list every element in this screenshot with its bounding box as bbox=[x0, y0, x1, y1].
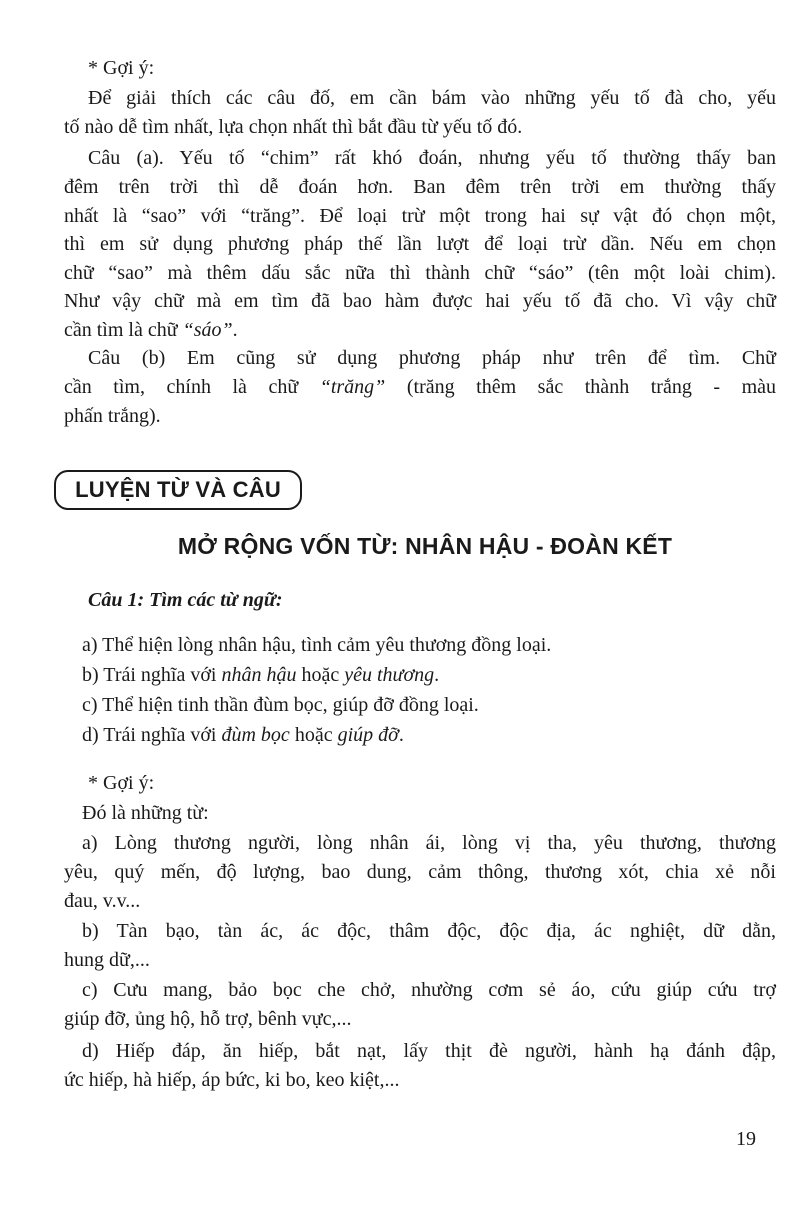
page-number: 19 bbox=[736, 1128, 756, 1150]
answer-list-c bbox=[82, 976, 776, 1005]
text-fragment: . bbox=[398, 724, 404, 746]
answer-a-paragraph bbox=[88, 144, 776, 173]
text-line: đau, v.v... bbox=[64, 889, 141, 912]
hint-label-2: * Gợi ý: bbox=[88, 772, 155, 794]
text-fragment: cần tìm là chữ bbox=[64, 318, 183, 341]
text-line: giúp đỡ, ủng hộ, hỗ trợ, bênh vực,... bbox=[64, 1008, 352, 1030]
hint-paragraph-1 bbox=[88, 84, 776, 113]
text-line bbox=[64, 373, 776, 402]
text-line bbox=[64, 316, 776, 345]
text-line: c) Cưu mang, bảo bọc che chở, nhường cơm sẻ áo, cứu giúp cứu trợ bbox=[82, 979, 776, 1001]
text-line: a) Lòng thương người, lòng nhân ái, lòng vị tha, yêu thương, thương bbox=[82, 832, 776, 854]
text-line: tố nào dễ tìm nhất, lựa chọn nhất thì bắt đầu từ yếu tố đó. bbox=[64, 116, 523, 138]
answer-list-a-cont bbox=[64, 858, 776, 915]
text-line: yêu, quý mến, độ lượng, bao dung, cảm thông, thương xót, chia xẻ nỗi bbox=[64, 861, 776, 883]
text-fragment: hoặc bbox=[296, 664, 345, 686]
answer-list-d bbox=[82, 1037, 776, 1066]
question-item-a: a) Thể hiện lòng nhân hậu, tình cảm yêu thương đồng loại. bbox=[82, 634, 552, 656]
answer-a-paragraph-cont bbox=[64, 173, 776, 344]
text-line: Câu (a). Yếu tố “chim” rất khó đoán, nhưng yếu tố thường thấy ban bbox=[88, 147, 776, 169]
hint-label-1: * Gợi ý: bbox=[88, 57, 155, 79]
text-line: Như vậy chữ mà em tìm đã bao hàm được hai yếu tố đã cho. Vì vậy chữ bbox=[64, 290, 776, 312]
italic-term: yêu thương bbox=[344, 664, 435, 686]
answer-b-paragraph-cont bbox=[64, 373, 776, 430]
text-line: ức hiếp, hà hiếp, áp bức, ki bo, keo kiệt,... bbox=[64, 1069, 400, 1091]
text-line: Câu (b) Em cũng sử dụng phương pháp như trên để tìm. Chữ bbox=[88, 347, 776, 369]
question-item-c: c) Thể hiện tinh thần đùm bọc, giúp đỡ đồng loại. bbox=[82, 694, 479, 716]
text-fragment: . bbox=[232, 318, 238, 341]
text-fragment: cần tìm, chính là chữ bbox=[64, 376, 320, 398]
text-line: b) Tàn bạo, tàn ác, ác độc, thâm độc, độc địa, ác nghiệt, dữ dằn, bbox=[82, 920, 776, 942]
italic-word-trang: “trăng” bbox=[319, 376, 386, 398]
text-fragment: d) Trái nghĩa với bbox=[82, 724, 222, 746]
text-fragment: b) Trái nghĩa với bbox=[82, 664, 222, 686]
hint-intro: Đó là những từ: bbox=[82, 802, 209, 824]
text-line: d) Hiếp đáp, ăn hiếp, bắt nạt, lấy thịt đè người, hành hạ đánh đập, bbox=[82, 1040, 776, 1062]
answer-list-c-cont bbox=[64, 1005, 776, 1034]
question-item-d bbox=[82, 721, 742, 750]
text-fragment: (trăng thêm sắc thành trắng - màu bbox=[385, 376, 776, 398]
text-line: đêm trên trời thì dễ đoán hơn. Ban đêm trên trời em thường thấy bbox=[64, 176, 776, 198]
text-line: nhất là “sao” với “trăng”. Để loại trừ một trong hai sự vật đó chọn một, bbox=[64, 204, 776, 227]
italic-term: nhân hậu bbox=[221, 664, 297, 686]
hint-paragraph-1-cont bbox=[64, 113, 776, 142]
italic-word-sao: “sáo” bbox=[182, 318, 233, 341]
lesson-title: MỞ RỘNG VỐN TỪ: NHÂN HẬU - ĐOÀN KẾT bbox=[177, 533, 673, 559]
answer-list-d-cont bbox=[64, 1066, 776, 1095]
answer-list-a bbox=[82, 829, 776, 858]
italic-term: đùm bọc bbox=[221, 724, 290, 746]
text-line: chữ “sao” mà thêm dấu sắc nữa thì thành chữ “sáo” (tên một loài chim). bbox=[64, 261, 776, 284]
question-heading: Câu 1: Tìm các từ ngữ: bbox=[88, 589, 283, 611]
section-badge: LUYỆN TỪ VÀ CÂU bbox=[54, 470, 302, 510]
text-line: thì em sử dụng phương pháp thế lần lượt để loại trừ dần. Nếu em chọn bbox=[64, 233, 776, 255]
text-fragment: hoặc bbox=[289, 724, 338, 746]
text-fragment: . bbox=[434, 664, 440, 686]
answer-list-b bbox=[82, 917, 776, 946]
answer-list-b-cont bbox=[64, 946, 776, 975]
italic-term: giúp đỡ bbox=[337, 724, 399, 746]
answer-b-paragraph bbox=[88, 344, 776, 373]
question-items bbox=[82, 631, 742, 750]
question-item-b bbox=[82, 661, 742, 690]
text-line: phấn trắng). bbox=[64, 404, 161, 427]
text-line: hung dữ,... bbox=[64, 949, 150, 971]
text-line: Để giải thích các câu đố, em cần bám vào những yếu tố đà cho, yếu bbox=[88, 87, 776, 109]
